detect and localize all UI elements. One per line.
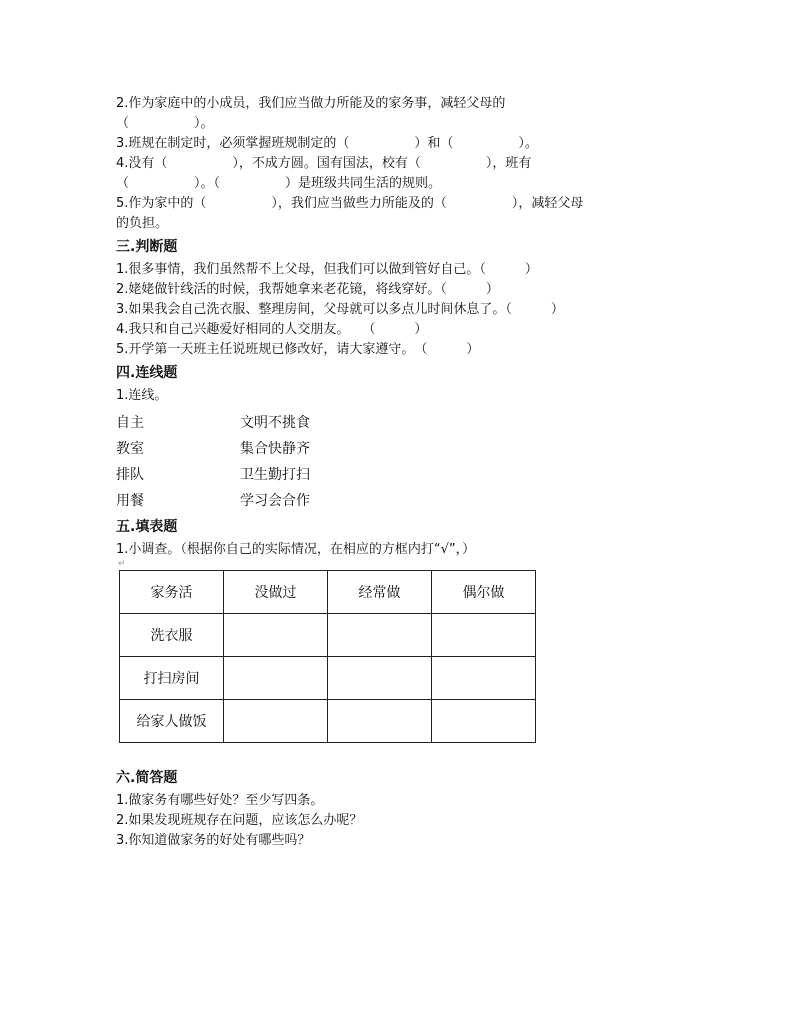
answer-cell[interactable] xyxy=(328,614,432,657)
match-right-item[interactable]: 卫生勤打扫 xyxy=(240,467,310,483)
match-section xyxy=(116,362,686,514)
spacer xyxy=(116,743,686,765)
section-title: 五.填表题 xyxy=(116,519,178,535)
question-line: （ ）。 xyxy=(116,116,214,131)
question-line: 3.班规在制定时，必须掌握班规制定的（ ）和（ ）。 xyxy=(116,136,538,151)
question-line: 3.你知道做家务的好处有哪些吗？ xyxy=(116,833,311,848)
question-line: 4.没有（ ），不成方圆。国有国法，校有（ ），班有 xyxy=(116,156,532,171)
match-row xyxy=(116,488,686,514)
table-row-label: 洗衣服 xyxy=(120,614,224,657)
match-left-item[interactable]: 排队 xyxy=(116,467,144,483)
fill-blank-section xyxy=(116,94,686,234)
worksheet-page xyxy=(116,94,686,851)
match-right-item[interactable]: 学习会合作 xyxy=(240,493,310,509)
question-line: 4.我只和自己兴趣爱好相同的人交朋友。 （ ） xyxy=(116,322,428,337)
section-title: 六.简答题 xyxy=(116,770,178,786)
answer-cell[interactable] xyxy=(432,700,536,743)
table-row-label: 打扫房间 xyxy=(120,657,224,700)
table-header-cell: 没做过 xyxy=(224,571,328,614)
match-left-item[interactable]: 自主 xyxy=(116,415,144,431)
answer-cell[interactable] xyxy=(224,700,328,743)
match-right-item[interactable]: 集合快静齐 xyxy=(240,441,310,457)
answer-cell[interactable] xyxy=(224,657,328,700)
table-section xyxy=(116,516,686,743)
match-row xyxy=(116,410,686,436)
table-header-row xyxy=(120,571,536,614)
answer-cell[interactable] xyxy=(432,614,536,657)
question-line: 5.作为家中的（ ），我们应当做些力所能及的（ ），减轻父母 xyxy=(116,196,584,211)
answer-cell[interactable] xyxy=(224,614,328,657)
table-header-cell: 经常做 xyxy=(328,571,432,614)
table-row-label: 给家人做饭 xyxy=(120,700,224,743)
question-line: 2.姥姥做针线活的时候，我帮她拿来老花镜，将线穿好。（ ） xyxy=(116,282,499,297)
question-line: 1.连线。 xyxy=(116,388,168,403)
return-mark: ↵ xyxy=(118,559,126,569)
section-title: 四.连线题 xyxy=(116,365,178,381)
table-header-cell: 家务活 xyxy=(120,571,224,614)
question-line: （ ）。（ ）是班级共同生活的规则。 xyxy=(116,176,442,191)
section-title: 三.判断题 xyxy=(116,239,178,255)
answer-cell[interactable] xyxy=(432,657,536,700)
survey-table xyxy=(119,570,536,743)
answer-cell[interactable] xyxy=(328,657,432,700)
question-line: 3.如果我会自己洗衣服、整理房间，父母就可以多点儿时间休息了。（ ） xyxy=(116,302,564,317)
match-row xyxy=(116,462,686,488)
table-row xyxy=(120,614,536,657)
question-line: 2.作为家庭中的小成员，我们应当做力所能及的家务事，减轻父母的 xyxy=(116,96,506,111)
short-answer-section xyxy=(116,767,686,851)
match-row xyxy=(116,436,686,462)
answer-cell[interactable] xyxy=(328,700,432,743)
question-line: 的负担。 xyxy=(116,216,169,231)
table-row xyxy=(120,700,536,743)
question-line: 1.很多事情，我们虽然帮不上父母，但我们可以做到管好自己。（ ） xyxy=(116,262,538,277)
question-line: 5.开学第一天班主任说班规已修改好，请大家遵守。 （ ） xyxy=(116,342,480,357)
match-left-item[interactable]: 教室 xyxy=(116,441,144,457)
table-header-cell: 偶尔做 xyxy=(432,571,536,614)
match-left-item[interactable]: 用餐 xyxy=(116,493,144,509)
table-row xyxy=(120,657,536,700)
question-line: 2.如果发现班规存在问题，应该怎么办呢？ xyxy=(116,813,363,828)
question-line: 1.做家务有哪些好处？至少写四条。 xyxy=(116,793,324,808)
match-right-item[interactable]: 文明不挑食 xyxy=(240,415,310,431)
judge-section xyxy=(116,236,686,360)
question-line: 1.小调查。（根据你自己的实际情况，在相应的方框内打“√”，） xyxy=(116,542,476,557)
